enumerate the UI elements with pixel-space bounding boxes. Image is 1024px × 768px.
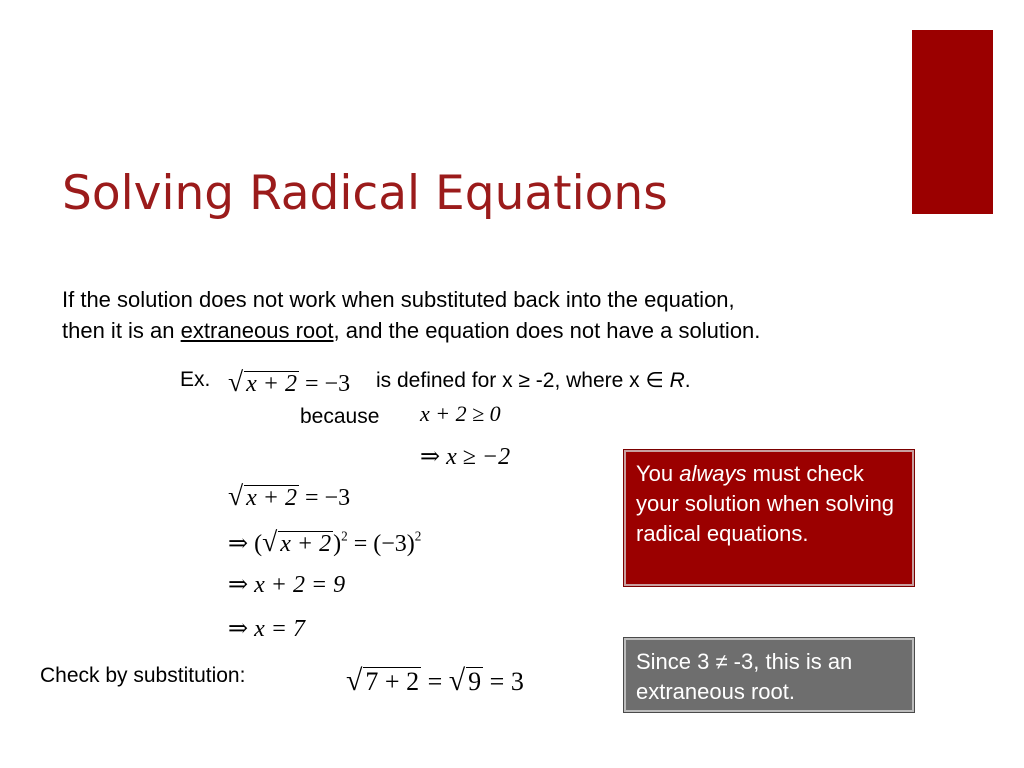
intro-paragraph <box>62 284 962 346</box>
example-rhs: = −3 <box>299 371 351 397</box>
step-2-close: ) <box>333 531 342 557</box>
step-4: ⇒ x = 7 <box>228 616 305 642</box>
intro-line-2-end: , and the equation does not have a solution. <box>333 318 761 343</box>
callout-emphasis: always <box>679 461 747 486</box>
check-label: Check by substitution: <box>40 664 246 687</box>
example-equation <box>228 366 350 398</box>
because-expression: x + 2 ≥ 0 <box>420 401 501 426</box>
callout-text-end: must check your solution when solving radical equations. <box>636 461 895 546</box>
step-2-rhs: = (−3) <box>347 531 415 557</box>
callout-text-start: You <box>636 461 680 486</box>
domain-set: R <box>669 369 685 392</box>
step-2-open: ⇒ ( <box>228 531 263 557</box>
example-radicand: x + 2 <box>246 371 298 397</box>
sqrt-symbol: √ <box>228 480 244 511</box>
sqrt-symbol: √ <box>448 664 466 697</box>
sqrt-symbol: √ <box>346 664 363 697</box>
sqrt-symbol: √ <box>262 526 278 557</box>
domain-text: is defined for x ≥ -2, where x ∈ <box>376 369 670 392</box>
because-label: because <box>300 405 380 428</box>
extraneous-note-callout: Since 3 ≠ -3, this is an extraneous root. <box>624 638 914 712</box>
check-equation <box>346 664 524 698</box>
example-label: Ex. <box>180 368 211 391</box>
extraneous-root-term: extraneous root <box>180 318 334 343</box>
intro-line-2-start: then it is an <box>62 318 181 343</box>
step-2 <box>228 526 421 558</box>
step-1-rhs: = −3 <box>299 485 351 511</box>
sqrt-symbol: √ <box>228 366 244 397</box>
domain-statement <box>376 368 691 393</box>
check-equals: = <box>421 667 449 696</box>
check-result: = 3 <box>483 667 524 696</box>
check-radicand-1: 7 + 2 <box>365 667 420 696</box>
implies-expression: ⇒ x ≥ −2 <box>420 444 511 470</box>
step-1-radicand: x + 2 <box>246 485 298 511</box>
step-2-radicand: x + 2 <box>280 531 332 557</box>
step-1 <box>228 480 350 512</box>
slide-title: Solving Radical Equations <box>62 166 668 221</box>
domain-period: . <box>684 369 691 392</box>
step-3: ⇒ x + 2 = 9 <box>228 572 346 598</box>
always-check-callout <box>624 450 914 586</box>
check-radicand-2: 9 <box>468 667 482 696</box>
step-2-rhs-exponent: 2 <box>414 528 422 544</box>
accent-bar <box>912 30 993 214</box>
intro-line-2 <box>62 315 962 346</box>
intro-line-1: If the solution does not work when substituted back into the equation, <box>62 287 735 312</box>
step-2-exponent: 2 <box>341 528 348 544</box>
